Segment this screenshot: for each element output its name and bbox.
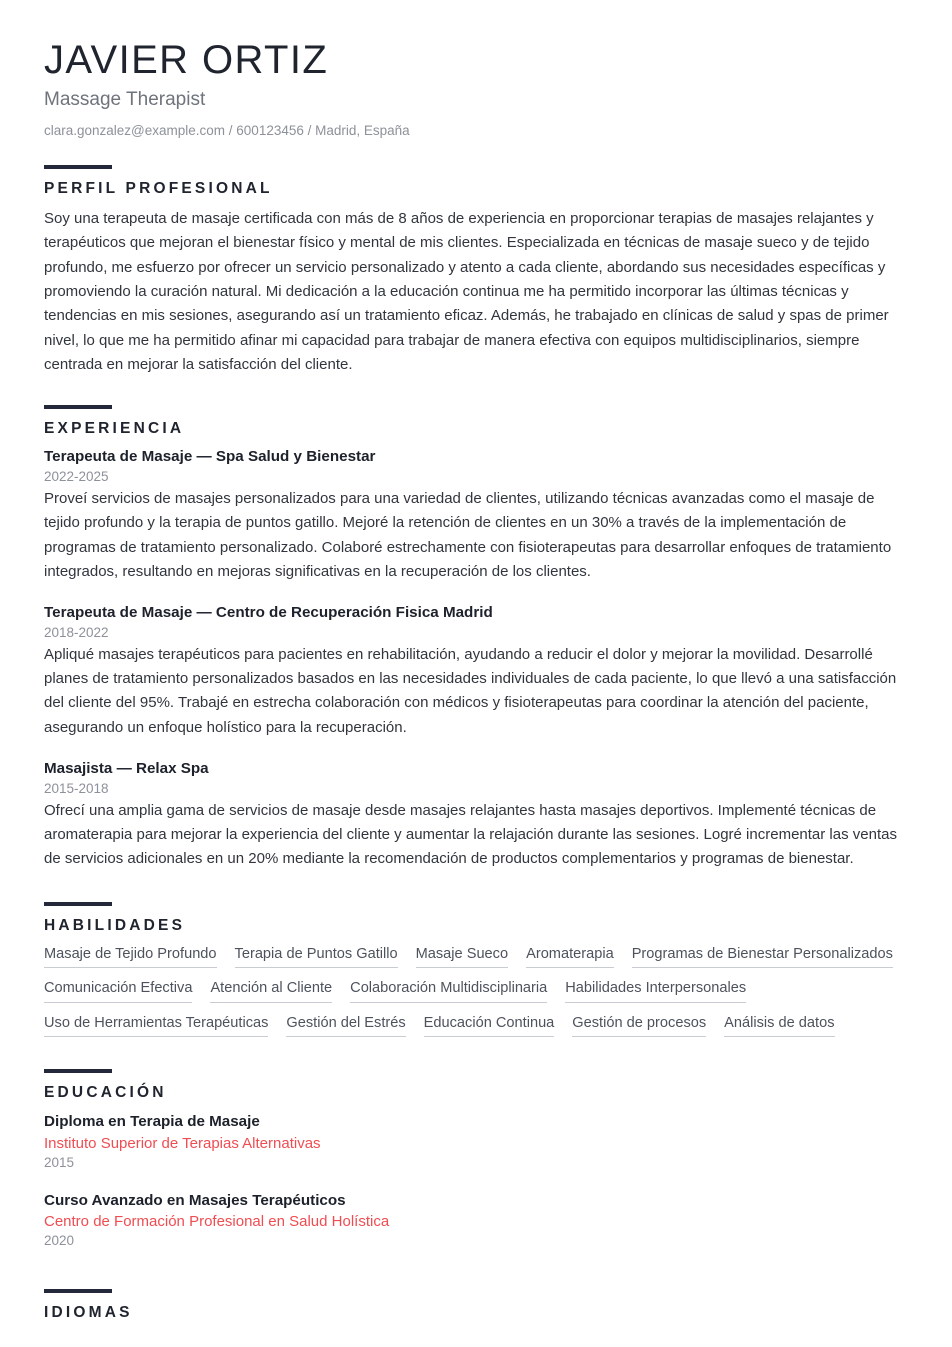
skill-tag: Análisis de datos: [724, 1013, 834, 1038]
skill-tag: Comunicación Efectiva: [44, 978, 192, 1003]
job-dates: 2015-2018: [44, 780, 109, 796]
education-school: Centro de Formación Profesional en Salud Holística: [44, 1212, 390, 1230]
job-description: Apliqué masajes terapéuticos para pacientes en rehabilitación, ayudando a reducir el dolor y mejorar la movilidad. Desarrollé planes de tratamiento personalizados basados en las necesidades individuales de cada paciente, lo que llevó a una satisfacción del cliente del 95%. Trabajé en estrecha colaboración con médicos y fisioterapeutas para coordinar la atención del paciente, asegurando un enfoque holístico para la recuperación.: [44, 645, 897, 736]
section-profile: [44, 165, 908, 377]
skills-list: [44, 944, 908, 1048]
section-title-skills: HABILIDADES: [44, 916, 186, 934]
section-experience: [44, 405, 908, 871]
section-title-profile: PERFIL PROFESIONAL: [44, 180, 273, 198]
candidate-job-title: Massage Therapist: [44, 88, 206, 110]
section-education: [44, 1069, 908, 1250]
section-rule: [44, 405, 112, 409]
job-description: Ofrecí una amplia gama de servicios de masaje desde masajes relajantes hasta masajes deportivos. Implementé técnicas de aromaterapia para mejorar la experiencia del cliente y aumentar la relajación durante las sesiones. Logré incrementar las ventas de servicios adicionales en un 20% mediante la recomendación de productos complementarios y programas de bienestar.: [44, 801, 897, 868]
profile-text: Soy una terapeuta de masaje certificada con más de 8 años de experiencia en proporcionar terapias de masajes relajantes y terapéuticos que mejoran el bienestar físico y mental de mis clientes. Especializada en técnicas de masaje sueco y de tejido profundo, me esfuerzo por ofrecer un servicio personalizado y atento a cada cliente, abordando sus necesidades específicas y promoviendo la curación natural. Mi dedicación a la educación continua me ha permitido incorporar las últimas técnicas y tendencias en mis sesiones, asegurando así un tratamiento eficaz. Además, he trabajado en clínicas de salud y spas de primer nivel, lo que me ha permitido afinar mi capacidad para trabajar de manera efectiva con equipos multidisciplinarios, siempre centrada en mejorar la satisfacción del cliente.: [44, 210, 889, 373]
education-item: [44, 1111, 908, 1172]
education-year: 2015: [44, 1154, 75, 1170]
education-item: [44, 1190, 908, 1251]
job-title: Masajista — Relax Spa: [44, 760, 209, 778]
skill-tag: Habilidades Interpersonales: [565, 978, 746, 1003]
job-title: Terapeuta de Masaje — Spa Salud y Bienestar: [44, 448, 376, 466]
education-school: Instituto Superior de Terapias Alternativas: [44, 1134, 321, 1152]
section-rule: [44, 902, 112, 906]
experience-item: [44, 759, 908, 872]
section-skills: [44, 902, 908, 1048]
skill-tag: Gestión de procesos: [572, 1013, 706, 1038]
candidate-name: JAVIER ORTIZ: [44, 38, 329, 82]
skill-tag: Masaje Sueco: [416, 944, 508, 969]
job-title: Terapeuta de Masaje — Centro de Recuperación Fisica Madrid: [44, 604, 493, 622]
skill-tag: Programas de Bienestar Personalizados: [632, 944, 893, 969]
section-rule: [44, 1069, 112, 1073]
experience-item: [44, 603, 908, 740]
education-degree: Curso Avanzado en Masajes Terapéuticos: [44, 1191, 346, 1209]
section-title-experience: EXPERIENCIA: [44, 420, 185, 438]
skill-tag: Aromaterapia: [526, 944, 614, 969]
skill-tag: Terapia de Puntos Gatillo: [235, 944, 398, 969]
contact-line: clara.gonzalez@example.com / 600123456 / Madrid, España: [44, 122, 410, 138]
skill-tag: Gestión del Estrés: [286, 1013, 405, 1038]
skill-tag: Atención al Cliente: [210, 978, 332, 1003]
experience-item: [44, 447, 908, 584]
resume-header: [44, 38, 908, 139]
section-title-languages: IDIOMAS: [44, 1303, 133, 1321]
section-title-education: EDUCACIÓN: [44, 1084, 167, 1102]
job-dates: 2022-2025: [44, 468, 109, 484]
job-dates: 2018-2022: [44, 624, 109, 640]
skill-tag: Masaje de Tejido Profundo: [44, 944, 217, 969]
skill-tag: Uso de Herramientas Terapéuticas: [44, 1013, 268, 1038]
skill-tag: Colaboración Multidisciplinaria: [350, 978, 547, 1003]
skill-tag: Educación Continua: [424, 1013, 555, 1038]
section-rule: [44, 1289, 112, 1293]
job-description: Proveí servicios de masajes personalizados para una variedad de clientes, utilizando técnicas avanzadas como el masaje de tejido profundo y la terapia de puntos gatillo. Mejoré la retención de clientes en un 30% a través de la implementación de programas de tratamiento personalizado. Colaboré estrechamente con fisioterapeutas para desarrollar enfoques de tratamiento integrados, resultando en mejoras significativas en la recuperación de los clientes.: [44, 489, 892, 580]
education-degree: Diploma en Terapia de Masaje: [44, 1113, 260, 1131]
section-rule: [44, 165, 112, 169]
education-year: 2020: [44, 1232, 75, 1248]
section-languages: [44, 1289, 908, 1322]
